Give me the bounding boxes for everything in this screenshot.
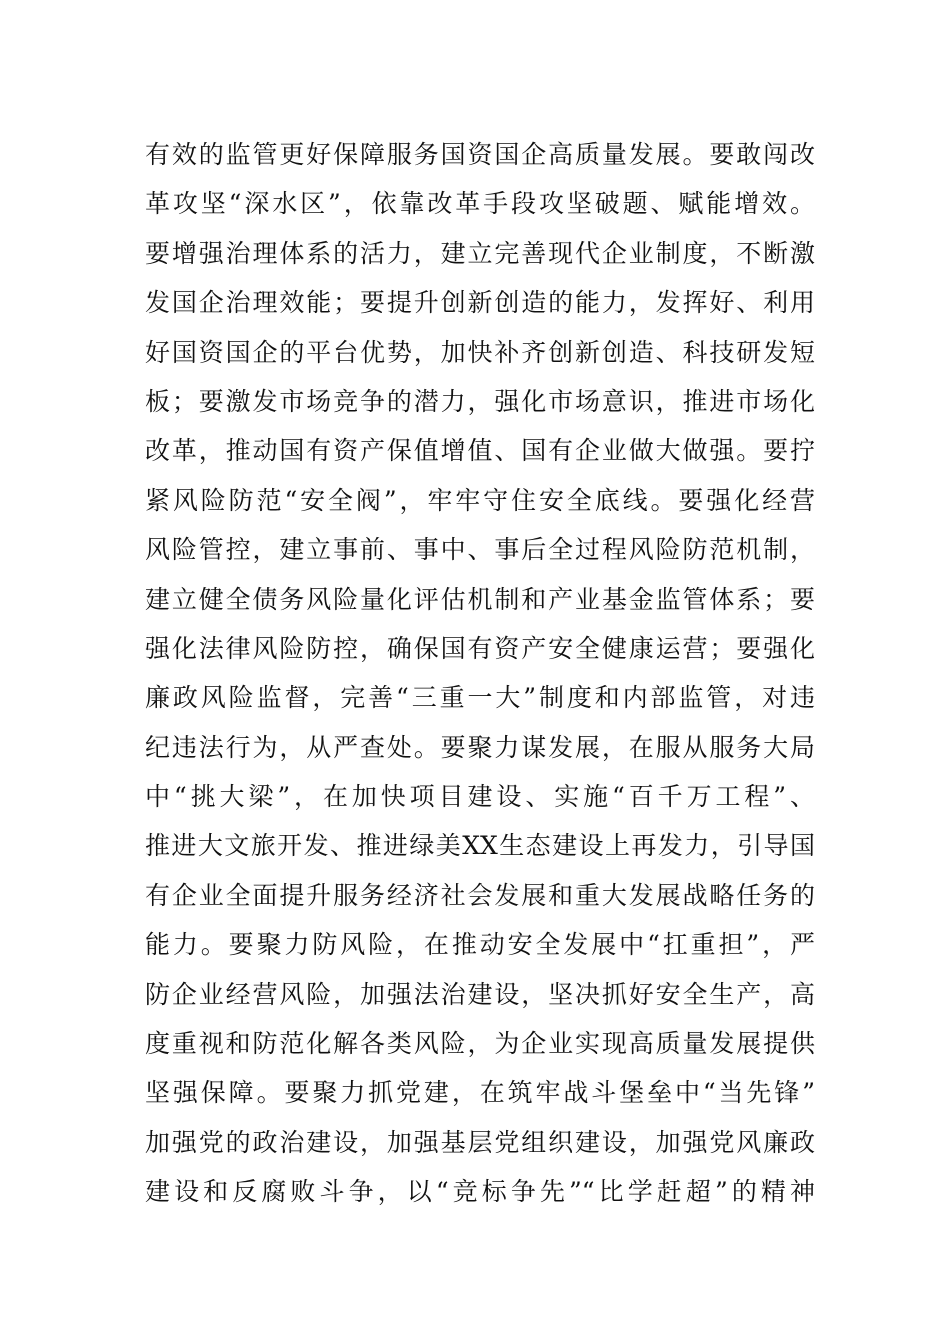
text-line: 防企业经营风险，加强法治建设，坚决抓好安全生产，高 [145,979,815,1009]
text-line: 板；要激发市场竞争的潜力，强化市场意识，推进市场化 [145,386,815,416]
text-line: 度重视和防范化解各类风险，为企业实现高质量发展提供 [145,1029,815,1059]
text-line: 风险管控，建立事前、事中、事后全过程风险防范机制， [145,535,815,565]
body-text [145,130,815,1217]
text-line: 中“挑大梁”，在加快项目建设、实施“百千万工程”、 [145,782,815,812]
text-line: 革攻坚“深水区”，依靠改革手段攻坚破题、赋能增效。 [145,189,815,219]
text-line: 坚强保障。要聚力抓党建，在筑牢战斗堡垒中“当先锋” [145,1078,815,1108]
text-line: 有企业全面提升服务经济社会发展和重大发展战略任务的 [145,880,815,910]
text-line: 推进大文旅开发、推进绿美XX生态建设上再发力，引导国 [145,831,815,861]
text-line: 要增强治理体系的活力，建立完善现代企业制度，不断激 [145,238,815,268]
text-line: 廉政风险监督，完善“三重一大”制度和内部监管，对违 [145,683,815,713]
text-line: 建立健全债务风险量化评估机制和产业基金监管体系；要 [145,584,815,614]
text-line: 好国资国企的平台优势，加快补齐创新创造、科技研发短 [145,337,815,367]
text-line: 有效的监管更好保障服务国资国企高质量发展。要敢闯改 [145,140,815,169]
text-line: 加强党的政治建设，加强基层党组织建设，加强党风廉政 [145,1127,815,1157]
text-line: 发国企治理效能；要提升创新创造的能力，发挥好、利用 [145,288,815,318]
text-line: 能力。要聚力防风险，在推动安全发展中“扛重担”，严 [145,930,815,960]
text-line: 建设和反腐败斗争，以“竞标争先”“比学赶超”的精神 [145,1177,815,1207]
text-line: 纪违法行为，从严查处。要聚力谋发展，在服从服务大局 [145,732,815,762]
text-line: 强化法律风险防控，确保国有资产安全健康运营；要强化 [145,633,815,663]
text-line: 改革，推动国有资产保值增值、国有企业做大做强。要拧 [145,436,815,466]
text-line: 紧风险防范“安全阀”，牢牢守住安全底线。要强化经营 [145,485,815,515]
